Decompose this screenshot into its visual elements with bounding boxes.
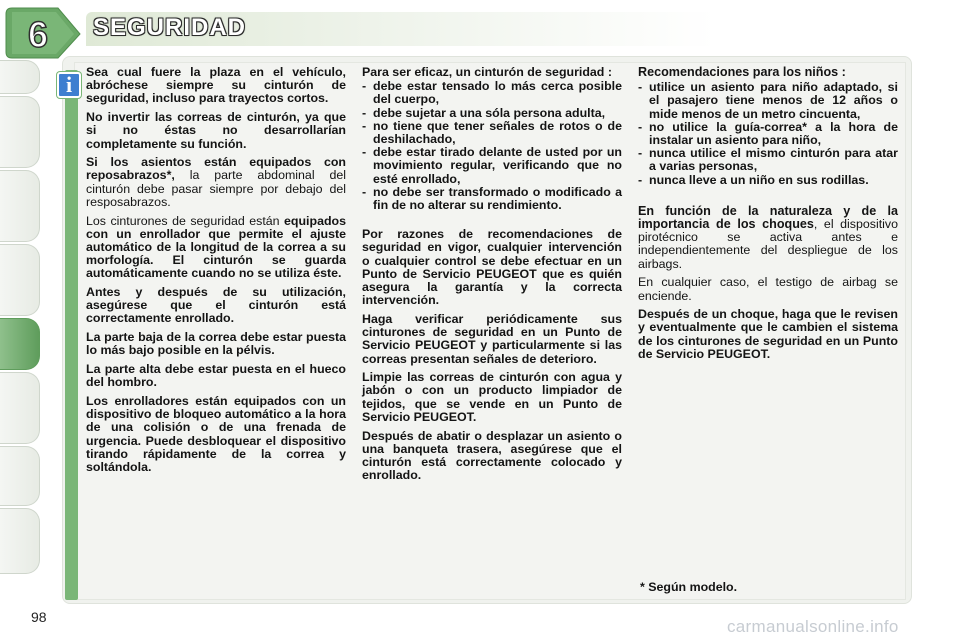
column-3 <box>638 66 898 367</box>
text-run: Los cinturones de seguridad están <box>86 213 285 228</box>
list-item-text: nunca lleve a un niño en sus rodillas. <box>649 172 869 187</box>
side-tab-7[interactable] <box>0 446 40 506</box>
list-item-text: no tiene que tener señales de rotos o de deshilachado, <box>373 118 622 147</box>
paragraph: No invertir las correas de cinturón, ya que si no éstas no desarrollarían completamente su función. <box>86 110 346 151</box>
list-item: - debe estar tensado lo más cerca posible del cuerpo, <box>362 79 622 107</box>
list-item: - nunca lleve a un niño en sus rodillas. <box>638 174 898 187</box>
list-item-text: no utilice la guía-correa* a la hora de instalar un asiento para niño, <box>649 119 898 148</box>
paragraph: Por razones de recomendaciones de seguridad en vigor, cualquier intervención o cualquier control se debe efectuar en un Punto de Servicio PEUGEOT que es quién asegura la garantía y la correcta intervención. <box>362 227 622 308</box>
list-item-text: no debe ser transformado o modificado a fin de no alterar su rendimiento. <box>373 184 622 213</box>
text-run: , el dispositivo pirotécnico se activa antes e independientemente del despliegue de los airbags. <box>638 217 898 271</box>
paragraph: Antes y después de su utilización, asegúrese que el cinturón está correctamente enrollado. <box>86 285 346 326</box>
list-item: - utilice un asiento para niño adaptado, si el pasajero tiene menos de 12 años o mide menos de un metro cincuenta, <box>638 80 898 121</box>
list-item: - no tiene que tener señales de rotos o de deshilachado, <box>362 118 622 147</box>
list-item: - nunca utilice el mismo cinturón para atar a varias personas, <box>638 146 898 174</box>
side-tab-4[interactable] <box>0 244 40 316</box>
paragraph: Después de un choque, haga que le revisen y eventualmente que le cambien el sistema de los cinturones de seguridad en un Punto de Servicio PEUGEOT. <box>638 307 898 361</box>
side-tab-6[interactable] <box>0 372 40 444</box>
list-item-text: debe estar tensado lo más cerca posible del cuerpo, <box>373 79 622 107</box>
paragraph <box>86 215 346 281</box>
paragraph: Sea cual fuere la plaza en el vehículo, abróchese siempre su cinturón de seguridad, incluso para trayectos cortos. <box>86 65 346 106</box>
list-item: - no utilice la guía-correa* a la hora de instalar un asiento para niño, <box>638 119 898 148</box>
paragraph: Después de abatir o desplazar un asiento o una banqueta trasera, asegúrese que el cinturón está correctamente colocado y enrollado. <box>362 428 622 483</box>
column-2 <box>362 66 622 488</box>
side-tab-active[interactable] <box>0 318 40 370</box>
chapter-badge <box>0 4 96 60</box>
list-item-text: nunca utilice el mismo cinturón para atar a varias personas, <box>649 146 898 174</box>
paragraph: Limpie las correas de cinturón con agua y jabón o con un producto limpiador de tejidos, que se vende en un Punto de Servicio PEUGEOT. <box>362 370 622 424</box>
text-run: En función de la naturaleza y de la importancia de los choques <box>638 203 898 232</box>
watermark: carmanualsonline.info <box>727 617 899 636</box>
list-item-text: utilice un asiento para niño adaptado, si el pasajero tiene menos de 12 años o mide menos de un metro cincuenta, <box>649 80 898 121</box>
list-item: - debe estar tirado delante de usted por un movimiento regular, verificando que no esté enrollado, <box>362 145 622 186</box>
paragraph <box>86 156 346 209</box>
green-strip <box>65 70 78 600</box>
section-heading: Recomendaciones para los niños : <box>638 65 846 79</box>
list-item: - no debe ser transformado o modificado a fin de no alterar su rendimiento. <box>362 184 622 213</box>
paragraph: Para ser eficaz, un cinturón de seguridad : <box>362 65 612 79</box>
chapter-title: SEGURIDAD <box>93 14 247 41</box>
column-1 <box>86 66 346 480</box>
list-item-text: debe estar tirado delante de usted por un movimiento regular, verificando que no esté enrollado, <box>373 145 622 186</box>
list-item-text: debe sujetar a una sóla persona adulta, <box>373 105 606 120</box>
paragraph: Los enrolladores están equipados con un dispositivo de bloqueo automático a la hora de una colisión o de una frenada de urgencia. Puede desbloquear el dispositivo tirando rápidamente de la correa y soltándola. <box>86 393 346 474</box>
side-tab-1[interactable] <box>0 60 40 94</box>
text-run: equipados con un enrollador que permite el ajuste automático de la longitud de la correa a su morfología. El cinturón se guarda automáticamente cuando no se utiliza éste. <box>86 213 346 281</box>
list-item: - debe sujetar a una sóla persona adulta, <box>362 107 622 120</box>
paragraph: La parte alta debe estar puesta en el hueco del hombro. <box>86 362 346 390</box>
info-icon: i <box>57 72 81 98</box>
paragraph: En cualquier caso, el testigo de airbag se enciende. <box>638 275 898 303</box>
side-tab-8[interactable] <box>0 508 40 574</box>
paragraph: Haga verificar periódicamente sus cinturones de seguridad en un Punto de Servicio PEUGEOT y particularmente si las correas presentan señales de deterioro. <box>362 311 622 366</box>
text-run: Si los asientos están equipados con reposabrazos*, <box>86 155 346 183</box>
chapter-number: 6 <box>27 14 49 55</box>
paragraph: La parte baja de la correa debe estar puesta lo más bajo posible en la pélvis. <box>86 330 346 358</box>
footnote: * Según modelo. <box>640 580 738 594</box>
side-tab-2[interactable] <box>0 96 40 168</box>
paragraph <box>638 205 898 271</box>
text-run: la parte abdominal del cinturón debe pasar siempre por debajo del resposabrazos. <box>86 168 346 209</box>
page-number: 98 <box>31 609 47 625</box>
side-tab-3[interactable] <box>0 170 40 242</box>
